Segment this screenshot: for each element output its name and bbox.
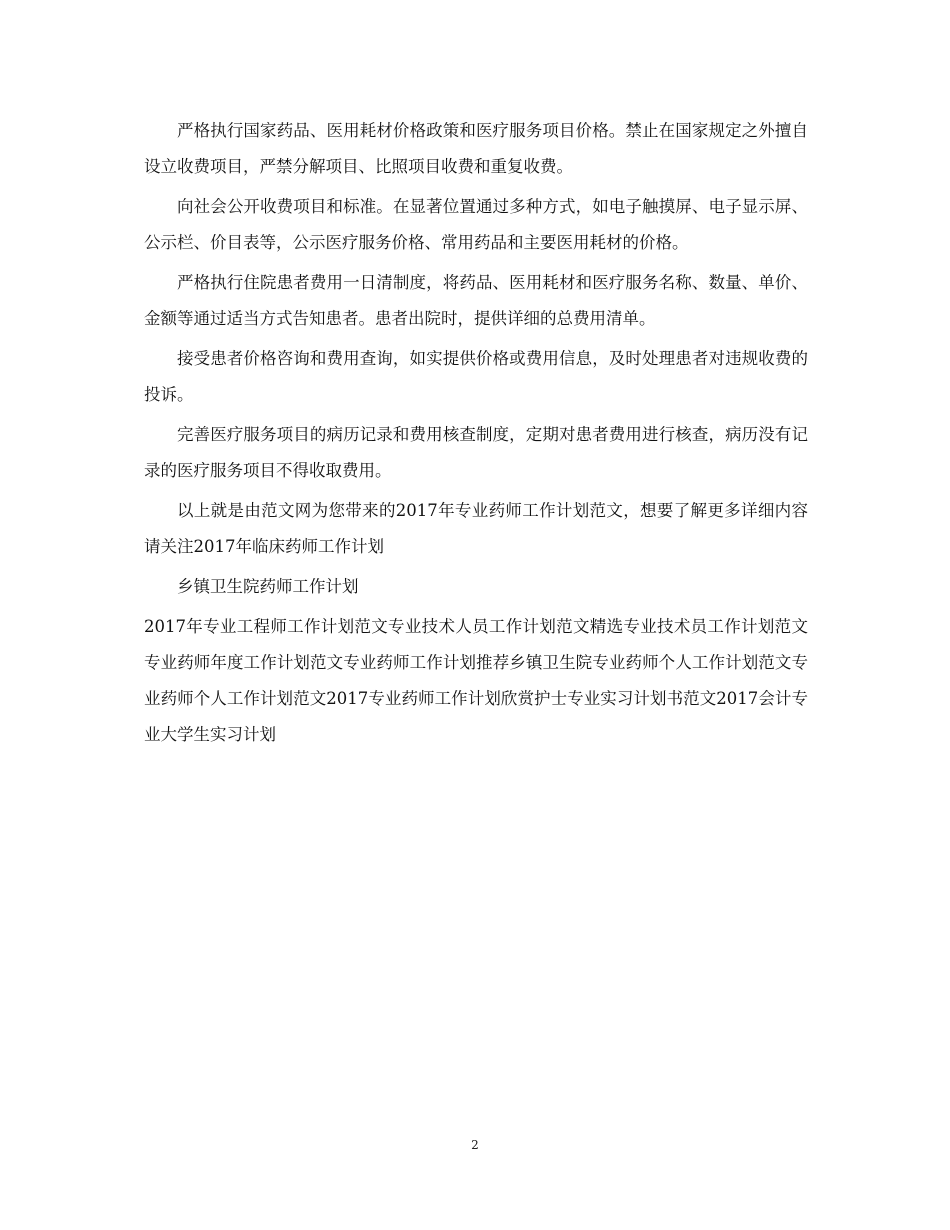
paragraph-record-check: 完善医疗服务项目的病历记录和费用核查制度，定期对患者费用进行核查，病历没有记录的医疗服务项目不得收取费用。: [144, 425, 808, 480]
paragraph-related-title: 乡镇卫生院药师工作计划: [177, 577, 359, 596]
page-number: 2: [471, 1138, 479, 1152]
paragraph-related-list: 2017年专业工程师工作计划范文专业技术人员工作计划范文精选专业技术员工作计划范文专业药师年度工作计划范文专业药师工作计划推荐乡镇卫生院专业药师个人工作计划范文专业药师个人工作计划范文2017专业药师工作计划欣赏护士专业实习计划书范文2017会计专业大学生实习计划: [144, 617, 808, 744]
paragraph-daily-bill: 严格执行住院患者费用一日清制度，将药品、医用耗材和医疗服务名称、数量、单价、金额等通过适当方式告知患者。患者出院时，提供详细的总费用清单。: [144, 273, 808, 328]
paragraph-price-inquiry: 接受患者价格咨询和费用查询，如实提供价格或费用信息，及时处理患者对违规收费的投诉。: [144, 349, 808, 404]
document-body: [144, 113, 808, 757]
paragraph-price-policy: 严格执行国家药品、医用耗材价格政策和医疗服务项目价格。禁止在国家规定之外擅自设立收费项目，严禁分解项目、比照项目收费和重复收费。: [144, 121, 808, 176]
paragraph-public-fees: 向社会公开收费项目和标准。在显著位置通过多种方式，如电子触摸屏、电子显示屏、公示栏、价目表等，公示医疗服务价格、常用药品和主要医用耗材的价格。: [144, 197, 808, 252]
paragraph-summary: 以上就是由范文网为您带来的2017年专业药师工作计划范文，想要了解更多详细内容请关注2017年临床药师工作计划: [144, 501, 808, 556]
